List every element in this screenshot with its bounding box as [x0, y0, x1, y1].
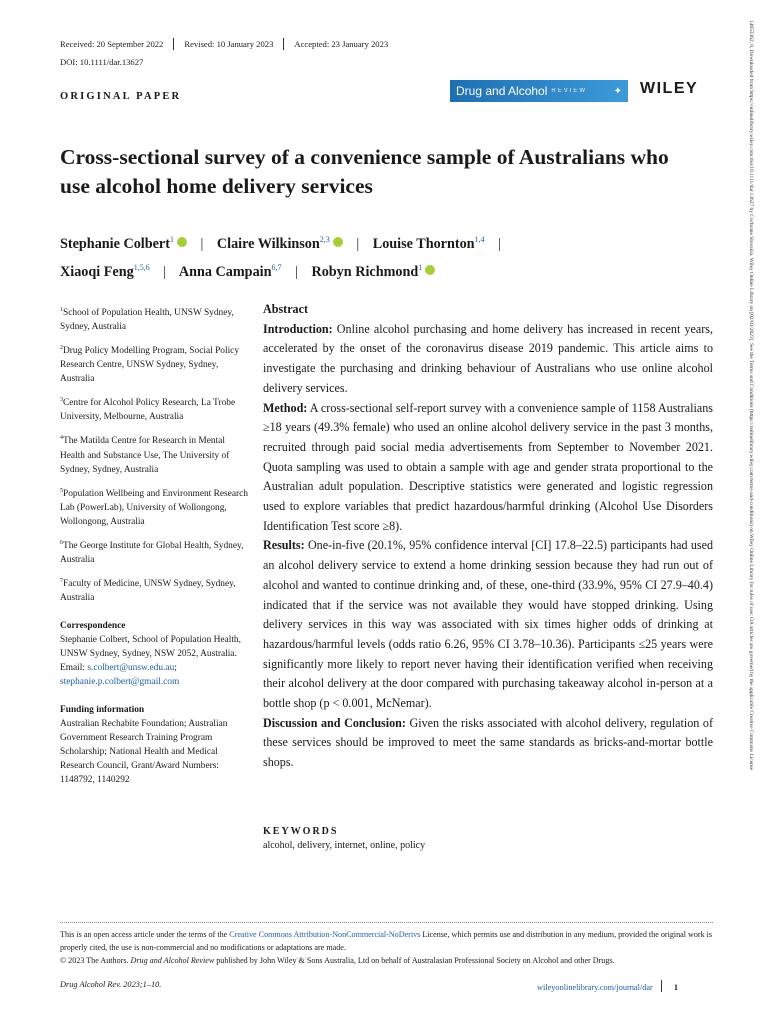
author-list [60, 228, 720, 284]
download-notice: 14653362, 0, Downloaded from https://onlinelibrary.wiley.com/doi/10.1111/dar.13627 by Cochrane Slovakia, Wiley Online Library on [02/03/2023]. See the Terms and Conditions (https://onlinelibrary.wiley.com/terms-and-conditions) on Wiley Online Library for rules of use; OA articles are governed by the applicable Creative Commons License [748, 20, 754, 771]
abstract-introduction: Introduction: Online alcohol purchasing and home delivery has increased in recent years, accelerated by the onset of the coronavirus disease 2019 pandemic. This article aims to investigate the purchasing and drinking behaviour of Australians who use online alcohol delivery services. [263, 321, 713, 395]
accepted-date: Accepted: 23 January 2023 [283, 38, 398, 50]
license-link[interactable]: Creative Commons Attribution-NonCommercial-NoDerivs [229, 930, 421, 939]
received-date: Received: 20 September 2022 [60, 39, 164, 49]
author-affiliation: 1,4 [474, 235, 485, 244]
affiliation: $^1$School of Population Health, UNSW Sydney, Sydney, Australia [60, 307, 234, 333]
author-name[interactable]: Robyn Richmond [311, 264, 419, 280]
license-divider [60, 922, 713, 923]
abstract [263, 300, 713, 773]
sidebar-info [60, 303, 250, 794]
correspondence-text: Stephanie Colbert, School of Population Health, UNSW Sydney, Sydney, NSW 2052, Australia. Email: s.colbert@unsw.edu.au; stephanie.p.colbert@gmail.com [60, 634, 241, 687]
correspondence-heading: Correspondence [60, 620, 126, 631]
author-name[interactable]: Anna Campain [178, 264, 272, 280]
abstract-results: Results: One-in-five (20.1%, 95% confidence interval [CI] 17.8–22.5) participants had used an alcohol delivery service to extend a home drinking session because they had run out of alcohol and wanted to continue drinking and, of these, one-third (33.9%, 95% CI 27.9–40.4) indicated that if the service was not available they would have stopped drinking. Using delivery services in this way was associated with six times higher odds of drinking at hazardous/harmful levels (odds ratio 6.26, 95% CI 3.78–10.36). Participants ≤25 years were significantly more likely to report never having their identification verified when receiving their alcohol delivery at the door compared with purchasing takeaway alcohol in-person at a bottle shop (p < 0.001, McNemar). [263, 538, 713, 711]
license-notice: This is an open access article under the terms of the Creative Commons Attribution-NonCommercial-NoDerivs License, which permits use and distribution in any medium, provided the original work is properly cited, the use is non-commercial and no modifications or adaptations are made. © 2023 The Authors. Drug and Alcohol Review published by John Wiley & Sons Australia, Ltd on behalf of Australasian Professional Society on Alcohol and other Drugs. [60, 930, 713, 965]
author-separator: | [295, 264, 298, 280]
author-separator: | [498, 236, 501, 252]
author-affiliation: 6,7 [271, 263, 282, 272]
author-name[interactable]: Louise Thornton [372, 236, 475, 252]
author-line-1 [60, 228, 720, 256]
section-label: ORIGINAL PAPER [60, 91, 182, 102]
orcid-icon[interactable] [177, 237, 187, 247]
affiliation: $^7$Faculty of Medicine, UNSW Sydney, Sydney, Australia [60, 577, 236, 603]
email-link[interactable]: s.colbert@unsw.edu.au [87, 662, 175, 673]
author-name[interactable]: Xiaoqi Feng [60, 264, 134, 280]
orcid-icon[interactable] [425, 265, 435, 275]
author-affiliation: 1,5,6 [133, 263, 150, 272]
author-separator: | [356, 236, 360, 252]
author-affiliation: 2,3 [319, 235, 330, 244]
email-link[interactable]: stephanie.p.colbert@gmail.com [60, 676, 180, 687]
abstract-discussion: Discussion and Conclusion: Given the risks associated with alcohol delivery, regulation of these services should be improved to meet the same standards as bricks-and-mortar bottle shops. [263, 715, 714, 770]
author-affiliation: 1 [169, 235, 174, 244]
page-number: 1 [673, 983, 678, 992]
author-affiliation: 1 [418, 263, 423, 272]
affiliation: $^3$Centre for Alcohol Policy Research, La Trobe University, Melbourne, Australia [60, 397, 236, 423]
affiliation: $^5$Population Wellbeing and Environment Research Lab (PowerLab), University of Wollongong, Wollongong, Australia [60, 487, 248, 527]
author-name[interactable]: Claire Wilkinson [216, 236, 320, 252]
author-line-2 [60, 256, 720, 284]
society-logo-icon: ✦ [613, 85, 622, 97]
journal-logo-name: Drug and Alcohol [456, 84, 548, 98]
keywords-list: alcohol, delivery, internet, online, policy [263, 840, 426, 851]
abstract-heading: Abstract [263, 302, 309, 316]
keywords-heading: KEYWORDS [263, 826, 339, 837]
affiliation: $^4$The Matilda Centre for Research in Mental Health and Substance Use, The University of Sydney, Sydney, Australia [60, 435, 230, 475]
citation: Drug Alcohol Rev. 2023;1–10. [60, 980, 162, 989]
doi[interactable]: DOI: 10.1111/dar.13627 [60, 57, 144, 67]
revised-date: Revised: 10 January 2023 [173, 38, 283, 50]
author-name[interactable]: Stephanie Colbert [60, 236, 170, 252]
author-separator: | [200, 236, 204, 252]
article-title: Cross-sectional survey of a convenience sample of Australians who use alcohol home delivery services [60, 145, 669, 198]
journal-logo[interactable] [450, 80, 628, 102]
footer-right [537, 980, 678, 992]
abstract-method: Method: A cross-sectional self-report survey with a convenience sample of 1158 Australians ≥18 years (49.3% female) who used an online alcohol delivery service in the past 3 months, recruited through paid social media advertisements from September to November 2021. Quota sampling was used to obtain a sample with age and gender strata proportional to the Australian adult population. Descriptive statistics were generated and logistic regression used to explore variables that predict hazardous/harmful drinking (Alcohol Use Disorders Identification Test score ≥8). [263, 400, 713, 533]
funding-text: Australian Rechabite Foundation; Australian Government Research Training Program Scholarship; National Health and Medical Research Council, Grant/Award Numbers: 1148792, 1140292 [60, 718, 228, 785]
affiliation: $^6$The George Institute for Global Health, Sydney, Australia [60, 539, 244, 565]
journal-url[interactable]: wileyonlinelibrary.com/journal/dar [537, 983, 653, 992]
journal-logo-sub: REVIEW [551, 88, 588, 94]
author-separator: | [163, 264, 167, 280]
article-dates [60, 38, 398, 50]
footer-divider [661, 980, 662, 992]
funding-heading: Funding information [60, 704, 145, 715]
publisher-logo[interactable]: WILEY [640, 80, 699, 97]
affiliation: $^2$Drug Policy Modelling Program, Social Policy Research Centre, UNSW Sydney, Sydney, Australia [60, 345, 240, 385]
orcid-icon[interactable] [333, 237, 343, 247]
